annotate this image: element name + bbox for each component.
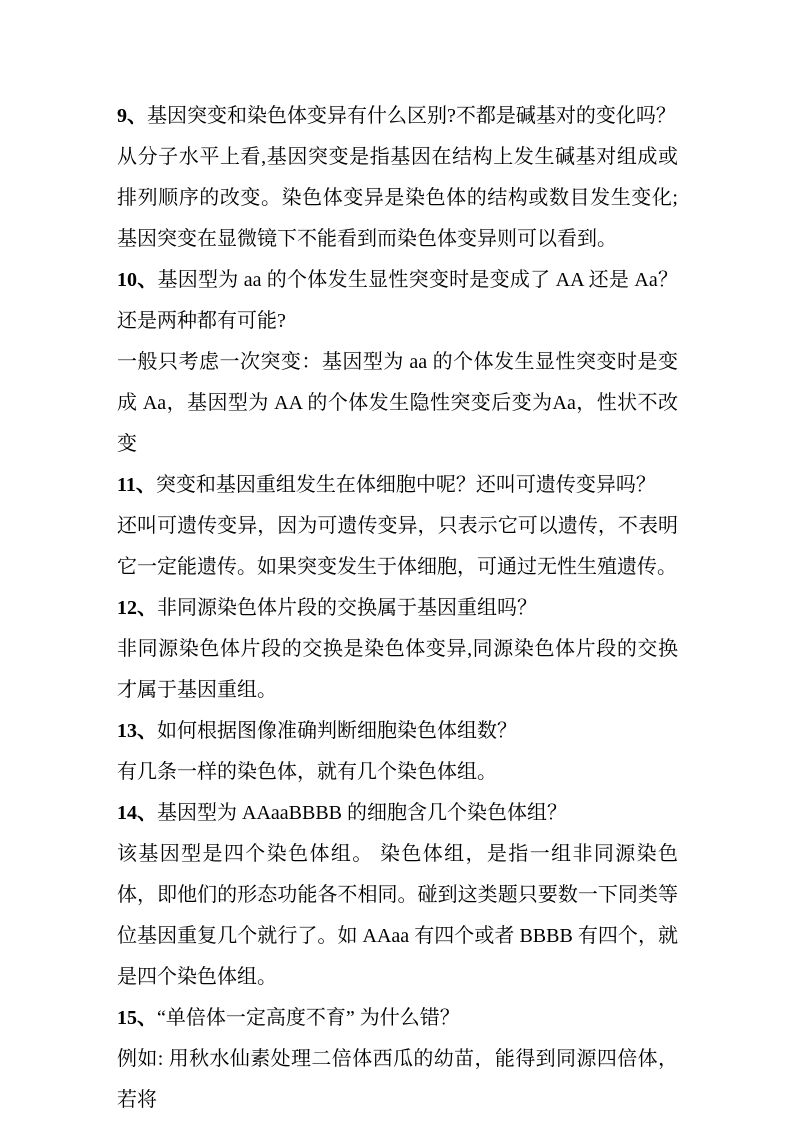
qa-item-14: [117, 793, 678, 998]
question-text: 非同源染色体片段的交换属于基因重组吗？: [157, 597, 537, 619]
question-line: [117, 260, 678, 342]
qa-item-15: [117, 998, 678, 1121]
question-text: 基因型为 AAaaBBBB 的细胞含几个染色体组？: [157, 802, 567, 824]
question-line: [117, 998, 678, 1039]
answer-text: 非同源染色体片段的交换是染色体变异,同源染色体片段的交换才属于基因重组。: [117, 638, 678, 701]
question-number: 11、: [117, 474, 156, 496]
question-line: [117, 96, 678, 137]
question-line: [117, 711, 678, 752]
qa-item-12: [117, 588, 678, 711]
answer-text: 一般只考虑一次突变：基因型为 aa 的个体发生显性突变时是变成 Aa，基因型为 AA 的个体发生隐性突变后变为Aa，性状不改变: [117, 351, 678, 455]
qa-item-11: [117, 465, 678, 588]
question-line: [117, 793, 678, 834]
question-number: 14、: [117, 802, 157, 824]
question-number: 9、: [117, 105, 147, 127]
answer-text: 从分子水平上看,基因突变是指基因在结构上发生碱基对组成或排列顺序的改变。染色体变异是染色体的结构或数目发生变化; 基因突变在显微镜下不能看到而染色体变异则可以看到。: [117, 146, 678, 250]
question-number: 15、: [117, 1007, 157, 1029]
answer-text: 该基因型是四个染色体组。 染色体组，是指一组非同源染色体，即他们的形态功能各不相同。碰到这类题只要数一下同类等位基因重复几个就行了。如 AAaa 有四个或者 BBBB 有四个，就是四个染色体组。: [117, 843, 678, 988]
qa-item-10: [117, 260, 678, 465]
answer-text: 例如: 用秋水仙素处理二倍体西瓜的幼苗，能得到同源四倍体，若将: [117, 1048, 678, 1111]
question-number: 10、: [117, 269, 158, 291]
answer-text: 还叫可遗传变异，因为可遗传变异，只表示它可以遗传，不表明它一定能遗传。如果突变发生于体细胞，可通过无性生殖遗传。: [117, 515, 678, 578]
question-text: 如何根据图像准确判断细胞染色体组数？: [157, 720, 517, 742]
question-line: [117, 588, 678, 629]
qa-item-9: [117, 96, 678, 260]
question-text: “单倍体一定高度不育” 为什么错？: [157, 1007, 460, 1029]
answer-text: 有几条一样的染色体，就有几个染色体组。: [117, 761, 497, 783]
qa-item-13: [117, 711, 678, 793]
question-line: [117, 465, 678, 506]
question-number: 12、: [117, 597, 157, 619]
question-number: 13、: [117, 720, 157, 742]
question-text: 基因型为 aa 的个体发生显性突变时是变成了 AA 还是 Aa？还是两种都有可能?: [117, 269, 679, 332]
question-text: 突变和基因重组发生在体细胞中呢？还叫可遗传变异吗？: [155, 474, 656, 496]
question-text: 基因突变和染色体变异有什么区别?不都是碱基对的变化吗？: [147, 105, 676, 127]
